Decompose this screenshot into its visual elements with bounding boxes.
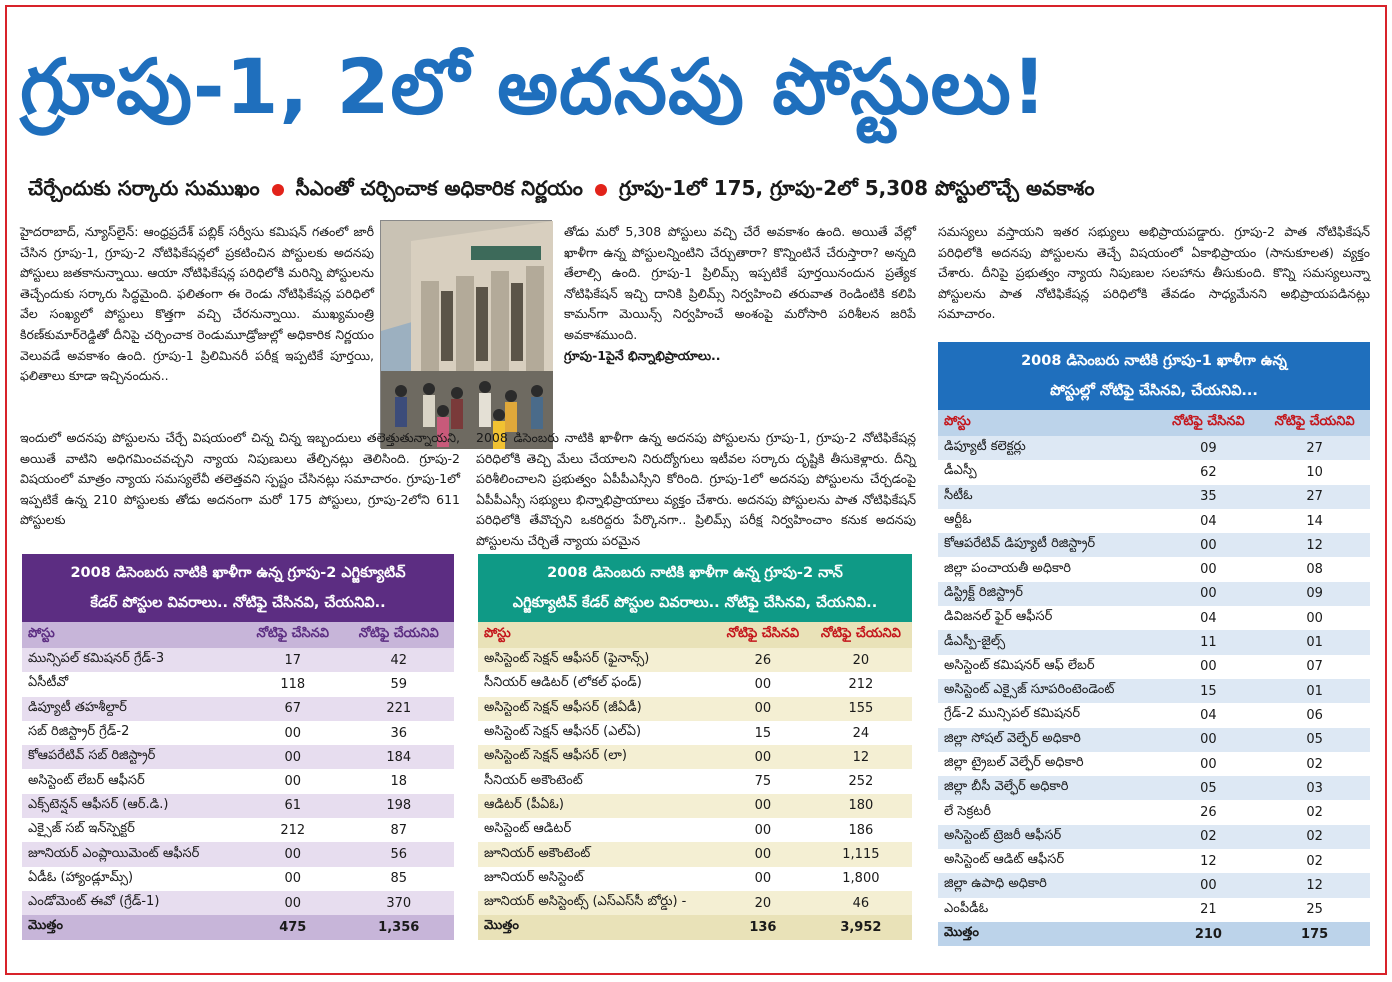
- post-name-cell: జూనియర్ అకౌంటెంట్: [478, 842, 716, 866]
- table-row: [22, 891, 454, 915]
- not-notified-cell: 01: [1259, 630, 1370, 654]
- table-row: [938, 825, 1370, 849]
- article-paragraph: ఇందులో అదనపు పోస్టులను చేర్చే విషయంలో చిన్న చిన్న ఇబ్బందులు తలెత్తుతున్నాయని, అయితే వాటిని అధిగమించవచ్చని న్యాయ నిపుణులు తేల్చినట్లు తెలిసింది. గ్రూపు-2 విషయంలో మాత్రం న్యాయ సమస్యలేవీ తలెత్తవని స్పష్టం చేసినట్లు సమాచారం. గ్రూపు-1లో ఇప్పటికే ఉన్న 210 పోస్టులకు తోడు అదనంగా మరో 175 పోస్టులు, గ్రూపు-2లోని 611 పోస్టులకు: [20, 430, 460, 528]
- notified-cell: 20: [716, 891, 810, 915]
- table-row: [938, 873, 1370, 897]
- notified-cell: 04: [1158, 606, 1260, 630]
- notified-cell: 02: [1158, 825, 1260, 849]
- data-table: [22, 622, 454, 940]
- table-row: [22, 769, 454, 793]
- post-name-cell: జిల్లా ఉపాధి అధికారి: [938, 873, 1158, 897]
- table-row: [938, 460, 1370, 484]
- article-paragraph: 2008 డిసెంబరు నాటికి ఖాళీగా ఉన్న అదనపు పోస్టులను గ్రూపు-1, గ్రూపు-2 నోటిఫికేషన్ల పరిధిలోకి తెచ్చి మేలు చేయాలని నిరుద్యోగులు ఇటీవల సర్కారు దృష్టికి తీసుకెళ్లారు. దీన్ని పరిశీలించాలని ప్రభుత్వం ఏపీపీఎస్సీని కోరింది. గ్రూపు-1లో అదనపు పోస్టులను చేర్చడంపై ఏపీపీఎస్సీ సభ్యులు భిన్నాభిప్రాయాలు వ్యక్తం చేశారు. అదనపు పోస్టులను పాత నోటిఫికేషన్ పరిధిలోకి తేవొచ్చని ఒకరిద్దరు పేర్కొనగా.. ప్రిలిమ్స్ పరీక్ష నిర్వహించాం కనుక అదనపు పోస్టులను చేర్చితే న్యాయ పరమైన: [476, 430, 916, 548]
- post-name-cell: లే సెక్రటరీ: [938, 800, 1158, 824]
- column-header: నోటిఫై చేసినవి: [716, 622, 810, 648]
- not-notified-cell: 07: [1259, 655, 1370, 679]
- headline: గ్రూపు-1, 2లో అదనపు పోస్టులు!: [20, 42, 1048, 131]
- not-notified-cell: 10: [1259, 460, 1370, 484]
- table-row: [478, 769, 912, 793]
- notified-cell: 00: [242, 842, 343, 866]
- table-row: [938, 849, 1370, 873]
- not-notified-cell: 27: [1259, 436, 1370, 460]
- table-title-line: పోస్టుల్లో నోటిఫై చేసినవి, చేయనివి...: [1050, 383, 1258, 399]
- table-group2-non-executive: [478, 554, 912, 950]
- not-notified-cell: 184: [343, 745, 454, 769]
- notified-cell: 12: [1158, 849, 1260, 873]
- total-label: మొత్తం: [938, 922, 1158, 946]
- post-name-cell: జూనియర్ ఎంప్లాయిమెంట్ ఆఫీసర్: [22, 842, 242, 866]
- notified-cell: 00: [242, 745, 343, 769]
- table-row: [938, 703, 1370, 727]
- notified-cell: 00: [716, 745, 810, 769]
- post-name-cell: జిల్లా బీసీ వెల్ఫేర్ అధికారి: [938, 776, 1158, 800]
- table-title-line: 2008 డిసెంబరు నాటికి ఖాళీగా ఉన్న గ్రూపు-2 నాన్: [547, 565, 843, 581]
- table-row: [938, 630, 1370, 654]
- table-row: [938, 752, 1370, 776]
- table-row: [22, 721, 454, 745]
- article-column-2-lead: [564, 222, 916, 428]
- post-name-cell: అసిస్టెంట్ ఎక్సైజ్ సూపరింటెండెంట్: [938, 679, 1158, 703]
- table-group1: [938, 342, 1370, 952]
- notified-cell: 75: [716, 769, 810, 793]
- notified-cell: 05: [1158, 776, 1260, 800]
- article-column-2-rest: [476, 428, 916, 550]
- not-notified-cell: 212: [810, 672, 912, 696]
- notified-cell: 61: [242, 794, 343, 818]
- post-name-cell: సీనియర్ అకౌంటెంట్: [478, 769, 716, 793]
- total-value: 136: [716, 915, 810, 939]
- total-value: 175: [1259, 922, 1370, 946]
- not-notified-cell: 27: [1259, 485, 1370, 509]
- not-notified-cell: 03: [1259, 776, 1370, 800]
- not-notified-cell: 155: [810, 697, 912, 721]
- post-name-cell: ఎండోమెంట్ ఈవో (గ్రేడ్-1): [22, 891, 242, 915]
- table-title-line: 2008 డిసెంబరు నాటికి ఖాళీగా ఉన్న గ్రూపు-2 ఎగ్జిక్యూటివ్: [70, 565, 406, 581]
- post-name-cell: ఏడీఓ (హ్యాండ్లూమ్స్): [22, 867, 242, 891]
- post-name-cell: సబ్ రిజిస్ట్రార్ గ్రేడ్-2: [22, 721, 242, 745]
- post-name-cell: ఎక్సైజ్ సబ్ ఇన్‌స్పెక్టర్: [22, 818, 242, 842]
- article-column-1-rest: [20, 428, 460, 550]
- notified-cell: 00: [1158, 752, 1260, 776]
- not-notified-cell: 198: [343, 794, 454, 818]
- total-value: 1,356: [343, 915, 454, 939]
- table-title: [478, 554, 912, 622]
- table-row: [478, 721, 912, 745]
- notified-cell: 09: [1158, 436, 1260, 460]
- not-notified-cell: 1,800: [810, 867, 912, 891]
- post-name-cell: జిల్లా ట్రైబల్ వెల్ఫేర్ అధికారి: [938, 752, 1158, 776]
- notified-cell: 15: [1158, 679, 1260, 703]
- notified-cell: 04: [1158, 509, 1260, 533]
- notified-cell: 00: [716, 867, 810, 891]
- post-name-cell: డిస్ట్రిక్ట్ రిజిస్ట్రార్: [938, 582, 1158, 606]
- table-total-row: [22, 915, 454, 939]
- total-label: మొత్తం: [22, 915, 242, 939]
- subhead-part-2: సీఎంతో చర్చించాక అధికారిక నిర్ణయం: [295, 176, 583, 200]
- post-name-cell: అసిస్టెంట్ ఆడిటర్: [478, 818, 716, 842]
- column-header: నోటిఫై చేసినవి: [242, 622, 343, 648]
- column-header: నోటిఫై చేయనివి: [810, 622, 912, 648]
- table-title: [22, 554, 454, 622]
- post-name-cell: డీఎస్పీ-జైల్స్: [938, 630, 1158, 654]
- article-col1-spacer: [20, 222, 374, 324]
- table-row: [478, 672, 912, 696]
- total-value: 210: [1158, 922, 1260, 946]
- table-row: [938, 679, 1370, 703]
- post-name-cell: కోఆపరేటివ్ డిప్యూటీ రిజిస్ట్రార్: [938, 533, 1158, 557]
- post-name-cell: ఆడిటర్ (పీఏఓ): [478, 794, 716, 818]
- table-row: [478, 648, 912, 672]
- post-name-cell: అసిస్టెంట్ ట్రెజరీ ఆఫీసర్: [938, 825, 1158, 849]
- column-header: నోటిఫై చేయనివి: [1259, 410, 1370, 436]
- not-notified-cell: 186: [810, 818, 912, 842]
- data-table: [478, 622, 912, 940]
- subhead-part-3: గ్రూపు-1లో 175, గ్రూపు-2లో 5,308 పోస్టులొచ్చే అవకాశం: [618, 176, 1095, 200]
- column-header: నోటిఫై చేయనివి: [343, 622, 454, 648]
- notified-cell: 00: [1158, 557, 1260, 581]
- not-notified-cell: 12: [1259, 873, 1370, 897]
- post-name-cell: జూనియర్ అసిస్టెంట్: [478, 867, 716, 891]
- not-notified-cell: 02: [1259, 825, 1370, 849]
- total-label: మొత్తం: [478, 915, 716, 939]
- table-title: [938, 342, 1370, 410]
- table-row: [22, 697, 454, 721]
- post-name-cell: అసిస్టెంట్ సెక్షన్ ఆఫీసర్ (ఎల్ఏ): [478, 721, 716, 745]
- table-row: [22, 842, 454, 866]
- table-row: [938, 728, 1370, 752]
- post-name-cell: సీనియర్ ఆడిటర్ (లోకల్ ఫండ్): [478, 672, 716, 696]
- notified-cell: 118: [242, 672, 343, 696]
- notified-cell: 00: [1158, 873, 1260, 897]
- table-row: [938, 776, 1370, 800]
- not-notified-cell: 02: [1259, 800, 1370, 824]
- notified-cell: 00: [1158, 655, 1260, 679]
- table-row: [22, 794, 454, 818]
- post-name-cell: జిల్లా పంచాయతీ అధికారి: [938, 557, 1158, 581]
- notified-cell: 00: [242, 867, 343, 891]
- table-row: [478, 818, 912, 842]
- table-row: [22, 672, 454, 696]
- notified-cell: 11: [1158, 630, 1260, 654]
- column-header: పోస్టు: [478, 622, 716, 648]
- not-notified-cell: 14: [1259, 509, 1370, 533]
- article-paragraph: సమస్యలు వస్తాయని ఇతర సభ్యులు అభిప్రాయపడ్డారు. గ్రూపు-2 పాత నోటిఫికేషన్ పరిధిలోకి అదనపు పోస్టులను తెచ్చే విషయంలో ఏకాభిప్రాయం (సానుకూలత) వ్యక్తం చేశారు. దీనిపై ప్రభుత్వం న్యాయ నిపుణుల సలహాను తీసుకుంది. కొన్ని సమస్యలున్నా పోస్టులను పాత నోటిఫికేషన్ల పరిధిలోకి తేవడం సాధ్యమేనని అభిప్రాయపడినట్లు సమాచారం.: [938, 224, 1370, 322]
- table-row: [22, 648, 454, 672]
- table-total-row: [478, 915, 912, 939]
- post-name-cell: డీఎస్పీ: [938, 460, 1158, 484]
- post-name-cell: అసిస్టెంట్ సెక్షన్ ఆఫీసర్ (జీఏడీ): [478, 697, 716, 721]
- table-row: [938, 485, 1370, 509]
- table-row: [478, 697, 912, 721]
- not-notified-cell: 06: [1259, 703, 1370, 727]
- table-row: [938, 606, 1370, 630]
- table-row: [478, 891, 912, 915]
- post-name-cell: అసిస్టెంట్ కమిషనర్ ఆఫ్ లేబర్: [938, 655, 1158, 679]
- not-notified-cell: 85: [343, 867, 454, 891]
- table-row: [938, 557, 1370, 581]
- notified-cell: 00: [1158, 582, 1260, 606]
- not-notified-cell: 02: [1259, 752, 1370, 776]
- table-title-line: కేడర్ పోస్టుల వివరాలు.. నోటిఫై చేసినవి, చేయనివి..: [90, 595, 386, 611]
- table-row: [938, 800, 1370, 824]
- post-name-cell: మున్సిపల్ కమిషనర్ గ్రేడ్-3: [22, 648, 242, 672]
- table-row: [478, 794, 912, 818]
- notified-cell: 00: [242, 721, 343, 745]
- article-subheading: గ్రూపు-1పైనే భిన్నాభిప్రాయాలు..: [564, 347, 721, 363]
- table-row: [938, 436, 1370, 460]
- notified-cell: 26: [716, 648, 810, 672]
- not-notified-cell: 42: [343, 648, 454, 672]
- notified-cell: 67: [242, 697, 343, 721]
- notified-cell: 35: [1158, 485, 1260, 509]
- notified-cell: 00: [1158, 533, 1260, 557]
- table-row: [478, 867, 912, 891]
- post-name-cell: అసిస్టెంట్ సెక్షన్ ఆఫీసర్ (ఫైనాన్స్): [478, 648, 716, 672]
- not-notified-cell: 20: [810, 648, 912, 672]
- notified-cell: 04: [1158, 703, 1260, 727]
- table-row: [478, 842, 912, 866]
- not-notified-cell: 180: [810, 794, 912, 818]
- notified-cell: 00: [716, 672, 810, 696]
- table-row: [22, 818, 454, 842]
- not-notified-cell: 221: [343, 697, 454, 721]
- notified-cell: 212: [242, 818, 343, 842]
- not-notified-cell: 252: [810, 769, 912, 793]
- notified-cell: 00: [716, 697, 810, 721]
- not-notified-cell: 1,115: [810, 842, 912, 866]
- post-name-cell: ఆర్టీఓ: [938, 509, 1158, 533]
- not-notified-cell: 12: [810, 745, 912, 769]
- table-row: [938, 582, 1370, 606]
- total-value: 475: [242, 915, 343, 939]
- column-header: పోస్టు: [938, 410, 1158, 436]
- not-notified-cell: 56: [343, 842, 454, 866]
- table-title-line: 2008 డిసెంబరు నాటికి గ్రూపు-1 ఖాళీగా ఉన్న: [1021, 353, 1287, 369]
- subhead-part-1: చేర్చేందుకు సర్కారు సుముఖం: [28, 176, 260, 200]
- table-title-line: ఎగ్జిక్యూటివ్ కేడర్ పోస్టుల వివరాలు.. నోటిఫై చేసినవి, చేయనివి..: [512, 595, 878, 611]
- post-name-cell: డిప్యూటీ కలెక్టర్లు: [938, 436, 1158, 460]
- table-row: [22, 745, 454, 769]
- not-notified-cell: 25: [1259, 898, 1370, 922]
- table-row: [938, 655, 1370, 679]
- notified-cell: 21: [1158, 898, 1260, 922]
- notified-cell: 62: [1158, 460, 1260, 484]
- post-name-cell: జిల్లా సోషల్ వెల్ఫేర్ అధికారి: [938, 728, 1158, 752]
- subheadline: [28, 168, 1368, 208]
- bullet-icon: [272, 184, 284, 196]
- article-paragraph: తోడు మరో 5,308 పోస్టులు వచ్చి చేరే అవకాశం ఉంది. అయితే వేల్లో ఖాళీగా ఉన్న పోస్టులన్నింటిని చేర్చుతారా? కొన్నింటినే చేరుస్తారా? అన్నది తేలాల్సి ఉంది. గ్రూపు-1 ప్రిలిమ్స్ ఇప్పటికే పూర్తయినందున ప్రత్యేక నోటిఫికేషన్ ఇచ్చి దానికి ప్రిలిమ్స్ నిర్వహించి తరువాత రెండింటికి కలిపి కామన్‌గా మెయిన్స్ నిర్వహించే అంశంపై మరోసారి పరిశీలన జరిపే అవకాశముంది.: [564, 224, 916, 342]
- notified-cell: 00: [716, 818, 810, 842]
- notified-cell: 17: [242, 648, 343, 672]
- table-total-row: [938, 922, 1370, 946]
- post-name-cell: ఏసీటీవో: [22, 672, 242, 696]
- post-name-cell: అసిస్టెంట్ ఆడిట్ ఆఫీసర్: [938, 849, 1158, 873]
- column-header: నోటిఫై చేసినవి: [1158, 410, 1260, 436]
- not-notified-cell: 370: [343, 891, 454, 915]
- data-table: [938, 410, 1370, 946]
- post-name-cell: అసిస్టెంట్ లేబర్ ఆఫీసర్: [22, 769, 242, 793]
- notified-cell: 00: [242, 891, 343, 915]
- notified-cell: 15: [716, 721, 810, 745]
- not-notified-cell: 00: [1259, 606, 1370, 630]
- post-name-cell: అసిస్టెంట్ సెక్షన్ ఆఫీసర్ (లా): [478, 745, 716, 769]
- post-name-cell: డిప్యూటీ తహశీల్దార్: [22, 697, 242, 721]
- not-notified-cell: 18: [343, 769, 454, 793]
- not-notified-cell: 05: [1259, 728, 1370, 752]
- not-notified-cell: 09: [1259, 582, 1370, 606]
- building-photo: [380, 220, 552, 448]
- notified-cell: 00: [1158, 728, 1260, 752]
- not-notified-cell: 02: [1259, 849, 1370, 873]
- not-notified-cell: 24: [810, 721, 912, 745]
- post-name-cell: సీటీఓ: [938, 485, 1158, 509]
- total-value: 3,952: [810, 915, 912, 939]
- table-group2-executive: [22, 554, 454, 950]
- column-header: పోస్టు: [22, 622, 242, 648]
- not-notified-cell: 08: [1259, 557, 1370, 581]
- post-name-cell: ఎంపీడీఓ: [938, 898, 1158, 922]
- notified-cell: 00: [716, 842, 810, 866]
- post-name-cell: డివిజనల్ ఫైర్ ఆఫీసర్: [938, 606, 1158, 630]
- not-notified-cell: 59: [343, 672, 454, 696]
- table-row: [938, 898, 1370, 922]
- not-notified-cell: 12: [1259, 533, 1370, 557]
- table-row: [22, 867, 454, 891]
- post-name-cell: జూనియర్ అసిస్టెంట్స్ (ఎస్ఎస్‌సీ బోర్డు) -: [478, 891, 716, 915]
- not-notified-cell: 36: [343, 721, 454, 745]
- notified-cell: 00: [716, 794, 810, 818]
- table-row: [478, 745, 912, 769]
- post-name-cell: గ్రేడ్-2 మున్సిపల్ కమిషనర్: [938, 703, 1158, 727]
- article-column-3: [938, 222, 1370, 332]
- not-notified-cell: 01: [1259, 679, 1370, 703]
- not-notified-cell: 87: [343, 818, 454, 842]
- bullet-icon: [595, 184, 607, 196]
- not-notified-cell: 46: [810, 891, 912, 915]
- post-name-cell: ఎక్స్‌టెన్షన్ ఆఫీసర్ (ఆర్.డి.): [22, 794, 242, 818]
- notified-cell: 00: [242, 769, 343, 793]
- notified-cell: 26: [1158, 800, 1260, 824]
- table-row: [938, 509, 1370, 533]
- article-paragraph: హైదరాబాద్, న్యూస్‌లైన్: ఆంధ్రప్రదేశ్ పబ్లిక్ సర్వీసు కమిషన్ గతంలో జారీ చేసిన గ్రూపు-1, గ్రూపు-2 నోటిఫికేషన్లలో ప్రకటించిన పోస్టులకు అదనపు పోస్టులు జతకానున్నాయి. ఆయా నోటిఫికేషన్ల పరిధిలోకి మరిన్ని పోస్టులను తెచ్చేందుకు సర్కారు సిద్ధమైంది. ఫలితంగా ఈ రెండు నోటిఫికేషన్ల పరిధిలో వేల సంఖ్యలో పోస్టులు కొత్తగా వచ్చి చేరనున్నాయి. ముఖ్యమంత్రి కిరణ్‌కుమార్‌రెడ్డితో దీనిపై చర్చించాక రెండుమూడ్రోజుల్లో అధికారిక నిర్ణయం వెలువడే అవకాశం ఉంది. గ్రూపు-1 ప్రిలిమినరీ పరీక్ష ఇప్పటికే పూర్తయి, ఫలితాలు కూడా ఇచ్చినందున..: [20, 224, 374, 384]
- table-row: [938, 533, 1370, 557]
- post-name-cell: కోఆపరేటివ్ సబ్ రిజిస్ట్రార్: [22, 745, 242, 769]
